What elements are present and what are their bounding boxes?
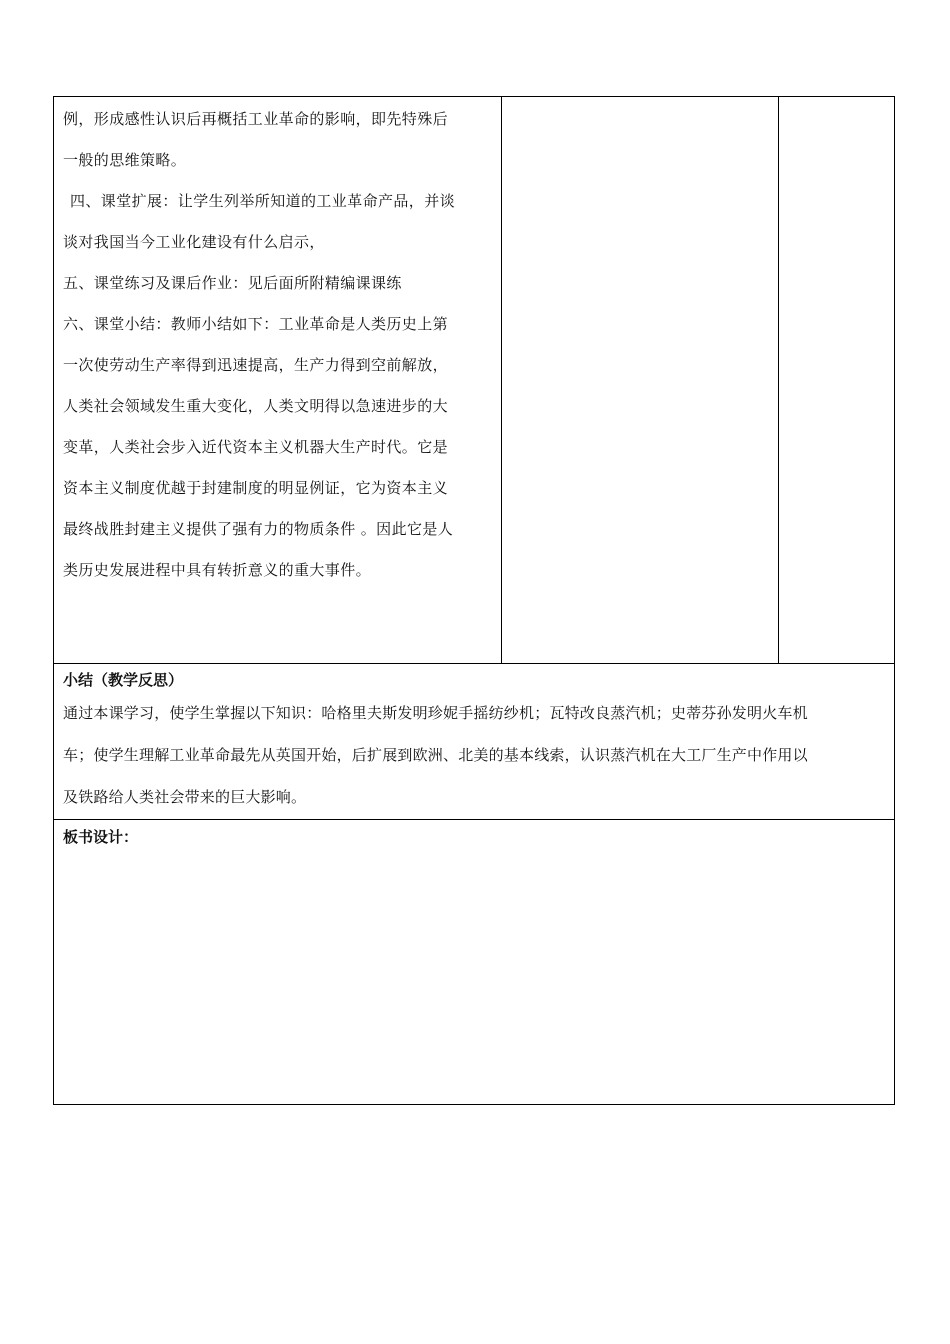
content-line: 一次使劳动生产率得到迅速提高，生产力得到空前解放，	[63, 356, 449, 374]
board-design-heading: 板书设计：	[63, 828, 139, 846]
content-line: 四、课堂扩展：让学生列举所知道的工业革命产品，并谈	[70, 192, 456, 210]
teaching-content-cell	[54, 97, 502, 663]
student-activity-cell	[502, 97, 779, 663]
content-line: 资本主义制度优越于封建制度的明显例证，它为资本主义	[63, 479, 449, 497]
content-line: 最终战胜封建主义提供了强有力的物质条件 。因此它是人	[63, 520, 454, 538]
summary-line: 及铁路给人类社会带来的巨大影响。	[63, 788, 307, 806]
content-line: 例，形成感性认识后再概括工业革命的影响，即先特殊后	[63, 110, 449, 128]
board-design-row	[54, 821, 894, 1104]
content-line: 谈对我国当今工业化建设有什么启示，	[63, 233, 325, 251]
content-line: 人类社会领域发生重大变化，人类文明得以急速进步的大	[63, 397, 449, 415]
content-line: 类历史发展进程中具有转折意义的重大事件。	[63, 561, 372, 579]
summary-row	[54, 664, 894, 820]
content-line: 一般的思维策略。	[63, 151, 187, 169]
summary-line: 通过本课学习，使学生掌握以下知识：哈格里夫斯发明珍妮手摇纺纱机；瓦特改良蒸汽机；史蒂芬孙发明火车机	[63, 704, 808, 722]
summary-heading: 小结（教学反思）	[63, 671, 184, 689]
content-line: 五、课堂练习及课后作业：见后面所附精编课课练	[63, 274, 402, 292]
notes-cell	[779, 97, 894, 663]
content-line: 变革，人类社会步入近代资本主义机器大生产时代。它是	[63, 438, 449, 456]
lesson-plan-table	[53, 96, 895, 1105]
teaching-process-row	[54, 97, 894, 664]
summary-line: 车；使学生理解工业革命最先从英国开始，后扩展到欧洲、北美的基本线索，认识蒸汽机在大工厂生产中作用以	[63, 746, 808, 764]
content-line: 六、课堂小结：教师小结如下：工业革命是人类历史上第	[63, 315, 449, 333]
